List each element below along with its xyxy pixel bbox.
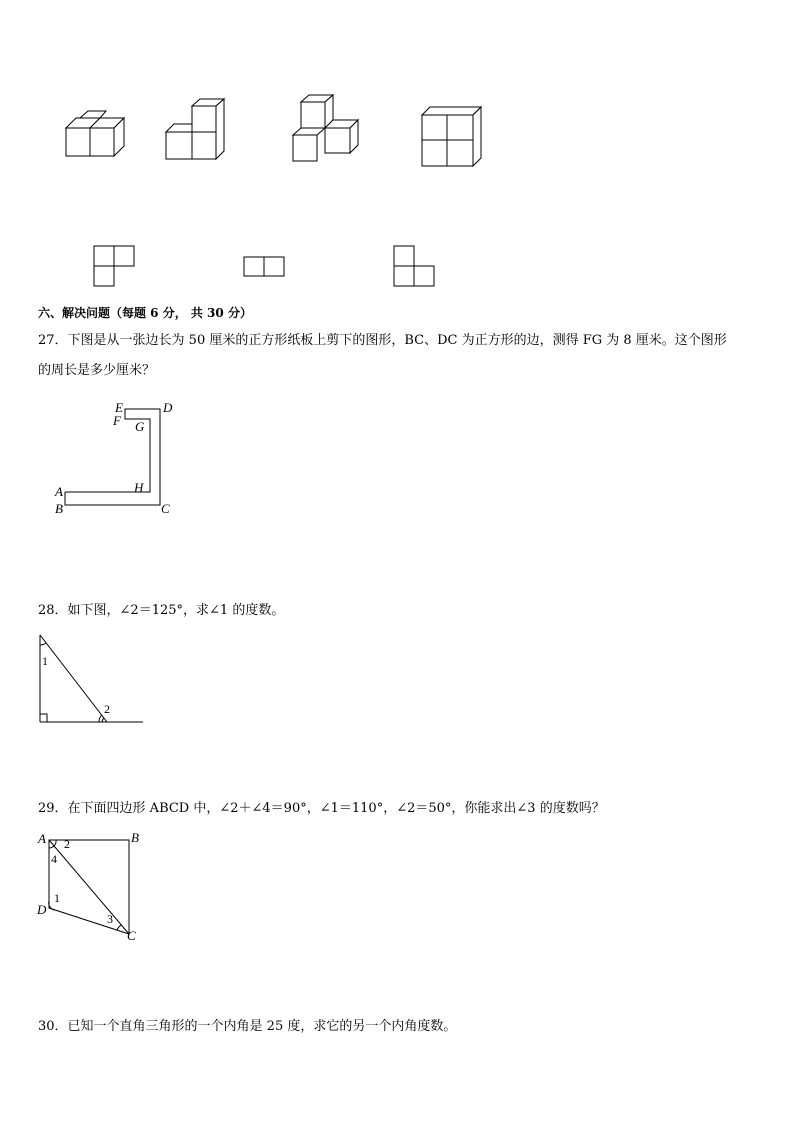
view-figure-2 <box>244 257 284 276</box>
view-figures-row <box>0 240 794 290</box>
question-27-line1: 27．下图是从一张边长为 50 厘米的正方形纸板上剪下的图形，BC、DC 为正方形的边，测得 FG 为 8 厘米。这个图形 <box>38 333 727 348</box>
label-C: C <box>161 501 170 516</box>
angle-2-label: 2 <box>104 702 110 716</box>
angle-3-label: 3 <box>107 912 113 926</box>
question-28-figure <box>30 625 160 730</box>
question-28: 28．如下图，∠2＝125°，求∠1 的度数。 <box>38 603 285 618</box>
label-F: F <box>113 413 121 428</box>
angle-1-arc <box>40 643 46 645</box>
angle-4-arc <box>49 846 54 848</box>
label-C: C <box>127 928 136 943</box>
label-A: A <box>38 831 46 846</box>
right-angle-mark <box>40 714 47 722</box>
view-figure-1 <box>94 246 134 286</box>
label-G: G <box>135 419 145 434</box>
angle-2-arc <box>99 715 104 722</box>
label-H: H <box>134 480 144 495</box>
angle-3-arc <box>117 925 121 930</box>
question-29: 29．在下面四边形 ABCD 中，∠2＋∠4＝90°，∠1＝110°，∠2＝50°，你能求出∠3 的度数吗？ <box>38 801 605 816</box>
label-D: D <box>37 902 47 917</box>
label-E: E <box>115 400 123 415</box>
angle-1-label: 1 <box>42 654 48 668</box>
cube-figure-4 <box>422 107 481 166</box>
question-29-figure <box>30 828 160 948</box>
cube-figure-3 <box>293 95 358 161</box>
label-B: B <box>131 830 139 845</box>
angle-2-arc <box>54 840 56 846</box>
label-D: D <box>163 400 173 415</box>
angle-1-label: 1 <box>54 891 60 905</box>
question-30: 30．已知一个直角三角形的一个内角是 25 度，求它的另一个内角度数。 <box>38 1019 457 1034</box>
label-B: B <box>55 501 63 516</box>
question-27-figure <box>40 395 200 525</box>
section-heading: 六、解决问题（每题 6 分， 共 30 分） <box>38 306 252 320</box>
cube-figure-2 <box>166 99 224 159</box>
angle-2-label: 2 <box>64 837 70 851</box>
view-figure-3 <box>394 246 434 286</box>
label-A: A <box>55 484 63 499</box>
cube-figures-row <box>0 80 794 180</box>
question-27-line2: 的周长是多少厘米？ <box>38 363 156 378</box>
cube-figure-1 <box>66 111 124 156</box>
angle-4-label: 4 <box>51 852 57 866</box>
